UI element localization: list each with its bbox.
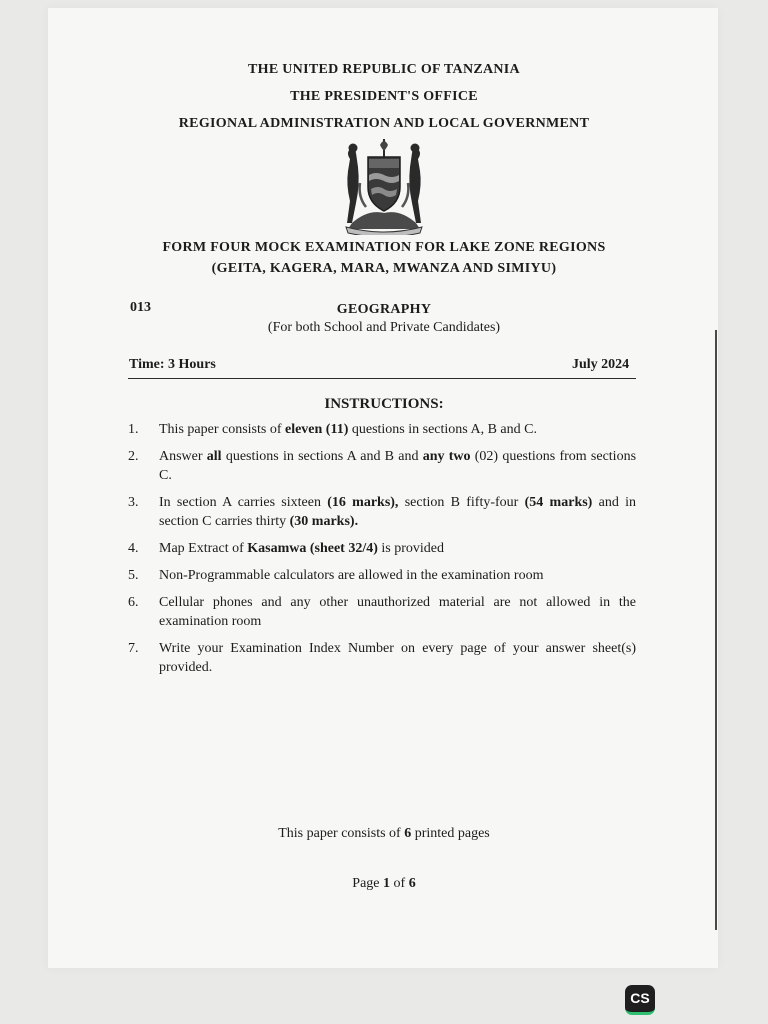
instruction-emphasis: (16 marks),	[327, 495, 399, 510]
subject-title: GEOGRAPHY	[336, 302, 432, 317]
instruction-segment: questions in sections A, B and C.	[348, 422, 537, 437]
subject-subtitle: (For both School and Private Candidates)	[267, 320, 501, 335]
exam-duration: Time: 3 Hours	[129, 357, 216, 372]
instruction-emphasis: any two	[422, 449, 471, 464]
header-office: THE PRESIDENT'S OFFICE	[290, 89, 478, 104]
exam-title-line2: (GEITA, KAGERA, MARA, MWANZA AND SIMIYU)	[211, 261, 557, 276]
page-total: 6	[408, 876, 416, 891]
instruction-segment: questions in sections A and B and	[221, 449, 423, 464]
page-label-mid: of	[390, 876, 409, 891]
instruction-number: 4.	[128, 541, 139, 556]
instruction-segment: section B fifty-four	[398, 495, 525, 510]
page-number	[0, 876, 768, 892]
instruction-segment: Answer	[159, 449, 207, 464]
coat-of-arms-icon	[338, 137, 430, 235]
instruction-text	[159, 641, 636, 675]
instruction-number: 6.	[128, 595, 139, 610]
exam-date: July 2024	[572, 357, 630, 372]
instruction-segment: Map Extract of	[159, 541, 248, 556]
page-current: 1	[383, 876, 391, 891]
instruction-segment: This paper consists of	[159, 422, 285, 437]
instruction-emphasis: all	[206, 449, 222, 464]
printed-pages-count: 6	[404, 826, 412, 841]
printed-pages-prefix: This paper consists of	[278, 826, 405, 841]
instruction-item	[128, 539, 636, 558]
printed-pages-suffix: printed pages	[411, 826, 490, 841]
instruction-text	[159, 449, 636, 483]
instruction-item	[128, 447, 636, 485]
instruction-emphasis: (30 marks).	[289, 514, 359, 529]
subject-code: 013	[130, 300, 151, 315]
instruction-segment: Write your Examination Index Number on every page of your answer sheet(s) provided.	[159, 641, 636, 675]
instruction-text	[159, 568, 543, 583]
printed-pages-note	[0, 826, 768, 842]
instruction-text	[159, 495, 636, 529]
instruction-number: 5.	[128, 568, 139, 583]
instruction-number: 2.	[128, 449, 139, 464]
instruction-item	[128, 420, 636, 439]
instruction-number: 7.	[128, 641, 139, 656]
header-divider	[128, 378, 636, 379]
instruction-item	[128, 566, 636, 585]
instruction-segment: Cellular phones and any other unauthorized material are not allowed in the examination room	[159, 595, 636, 629]
instruction-number: 1.	[128, 422, 139, 437]
instruction-segment: Non-Programmable calculators are allowed in the examination room	[159, 568, 544, 583]
instruction-text	[159, 541, 444, 556]
instructions-title: INSTRUCTIONS:	[324, 396, 444, 412]
camscanner-logo-icon: CS	[625, 985, 655, 1015]
header-country: THE UNITED REPUBLIC OF TANZANIA	[248, 62, 520, 77]
instruction-emphasis: eleven (11)	[284, 422, 349, 437]
instruction-emphasis: (54 marks)	[524, 495, 593, 510]
instruction-item	[128, 639, 636, 677]
instruction-segment: (02) questions from sections C.	[159, 449, 637, 483]
instruction-text	[159, 422, 537, 437]
instruction-number: 3.	[128, 495, 139, 510]
instruction-emphasis: Kasamwa (sheet 32/4)	[247, 541, 378, 556]
instructions-list	[128, 420, 636, 685]
instruction-item	[128, 593, 636, 631]
page-label-prefix: Page	[352, 876, 384, 891]
exam-title-line1: FORM FOUR MOCK EXAMINATION FOR LAKE ZONE REGIONS	[162, 240, 606, 255]
instruction-text	[159, 595, 636, 629]
instruction-segment: is provided	[377, 541, 445, 556]
header-ministry: REGIONAL ADMINISTRATION AND LOCAL GOVERNMENT	[178, 116, 590, 131]
instruction-item	[128, 493, 636, 531]
instruction-segment: In section A carries sixteen	[159, 495, 328, 510]
instruction-segment: and in section C carries thirty	[159, 495, 636, 529]
